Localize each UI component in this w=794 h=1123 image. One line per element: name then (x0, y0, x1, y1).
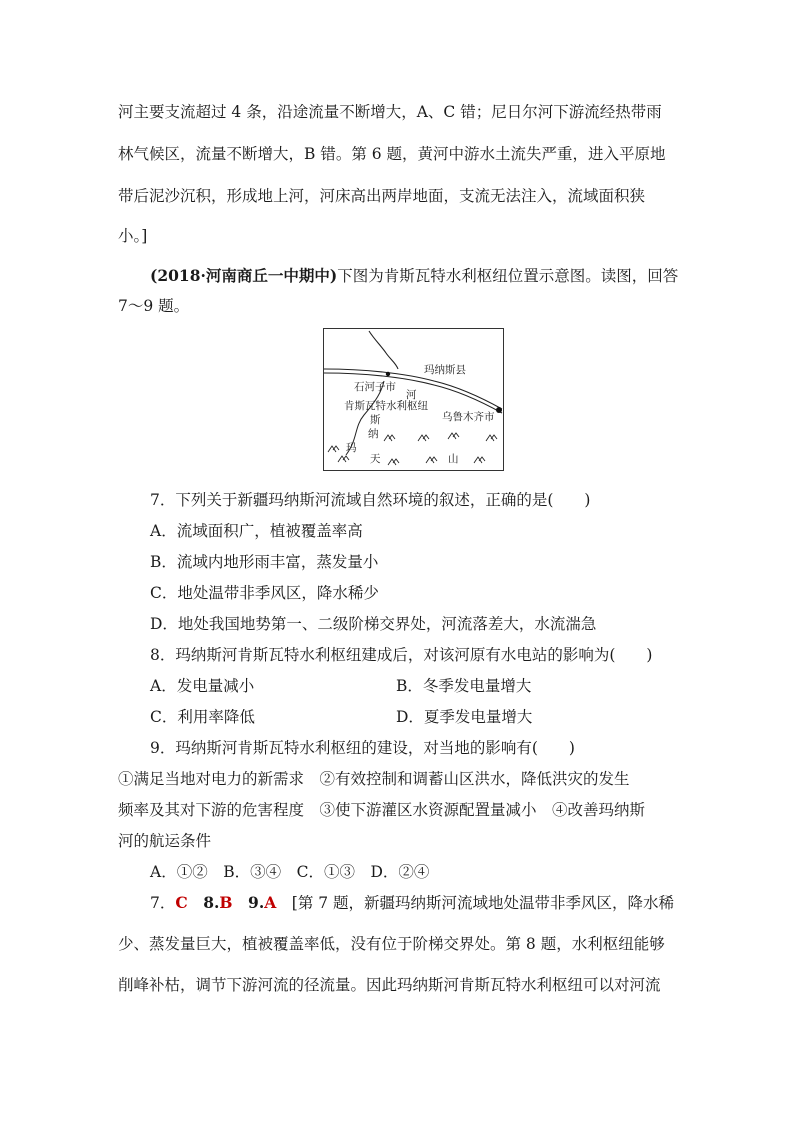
question-group-stem-line-1 (150, 264, 678, 286)
q8-option-a: A．发电量减小 (150, 677, 255, 695)
q9-statement-line-2: 频率及其对下游的危害程度 ③使下游灌区水资源配置量减小 ④改善玛纳斯 (118, 801, 646, 819)
intro-line-3: 带后泥沙沉积，形成地上河，河床高出两岸地面，支流无法注入，流域面积狭 (118, 187, 646, 205)
answer-num-9: 9. (248, 893, 265, 912)
q7-option-b: B．流域内地形雨丰富，蒸发量小 (150, 553, 379, 571)
label-urumqi: 乌鲁木齐市 (442, 411, 495, 423)
q7-stem: 7．下列关于新疆玛纳斯河流域自然环境的叙述，正确的是( ) (150, 491, 591, 509)
q9-options: A．①② B．③④ C．①③ D．②④ (150, 863, 430, 881)
answer-num-7: 7． (150, 894, 176, 912)
question-stem-text: 下图为肯斯瓦特水利枢纽位置示意图。读图，回答 (337, 267, 679, 285)
q9-stem: 9．玛纳斯河肯斯瓦特水利枢纽的建设，对当地的影响有( ) (150, 739, 575, 757)
q8-stem: 8．玛纳斯河肯斯瓦特水利枢纽建成后，对该河原有水电站的影响为( ) (150, 646, 653, 664)
q8-option-c: C．利用率降低 (150, 708, 255, 726)
q8-option-d: D．夏季发电量增大 (396, 708, 533, 726)
label-shihezi: 石河子市 (354, 381, 396, 393)
q7-option-a: A．流域面积广，植被覆盖率高 (150, 522, 363, 540)
question-source: (2018·河南商丘一中期中) (150, 266, 338, 285)
label-na: 纳 (368, 428, 379, 440)
intro-line-2: 林气候区，流量不断增大，B 错。第 6 题，黄河中游水土流失严重，进入平原地 (118, 145, 666, 163)
label-kensiwate: 肯斯瓦特水利枢纽 (344, 400, 428, 412)
intro-line-4: 小。] (118, 227, 148, 245)
kensiwate-location-map (323, 328, 504, 471)
answer-line-3: 削峰补枯，调节下游河流的径流量。因此玛纳斯河肯斯瓦特水利枢纽可以对河流 (118, 976, 661, 994)
label-tian: 天 (370, 453, 381, 465)
label-shan: 山 (448, 453, 459, 465)
q9-statement-line-1: ①满足当地对电力的新需求 ②有效控制和调蓄山区洪水，降低洪灾的发生 (118, 770, 630, 788)
q9-statement-line-3: 河的航运条件 (118, 832, 212, 850)
label-ma: 玛 (346, 442, 357, 454)
q7-option-d: D．地处我国地势第一、二级阶梯交界处，河流落差大，水流湍急 (150, 615, 597, 633)
label-manas-county: 玛纳斯县 (424, 364, 466, 376)
answer-explanation-1: [第 7 题，新疆玛纳斯河流域地处温带非季风区，降水稀 (291, 894, 675, 912)
answer-8: B (219, 893, 233, 912)
answer-line-1 (150, 891, 674, 913)
answer-num-8: 8. (203, 893, 220, 912)
answer-7: C (175, 893, 188, 912)
answer-9: A (264, 893, 277, 912)
q7-option-c: C．地处温带非季风区，降水稀少 (150, 584, 379, 602)
label-he: 河 (406, 389, 417, 401)
answer-line-2: 少、蒸发量巨大，植被覆盖率低，没有位于阶梯交界处。第 8 题，水利枢纽能够 (118, 935, 665, 953)
label-si: 斯 (370, 414, 381, 426)
q8-option-b: B．冬季发电量增大 (396, 677, 532, 695)
question-group-stem-line-2: 7～9 题。 (118, 297, 190, 315)
intro-line-1: 河主要支流超过 4 条，沿途流量不断增大，A、C 错；尼日尔河下游流经热带雨 (118, 103, 662, 121)
